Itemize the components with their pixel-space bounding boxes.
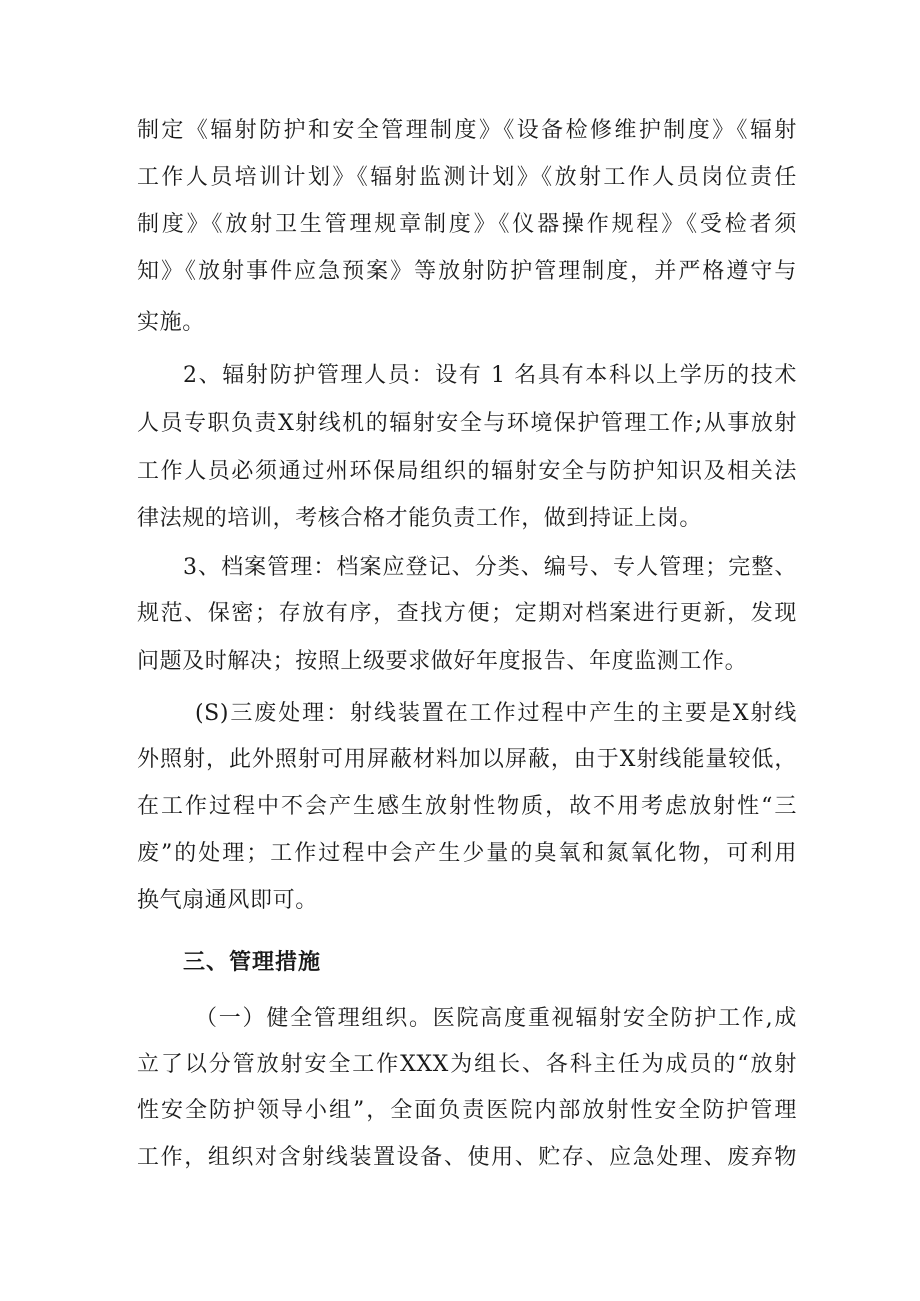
- para4-line-3: 在工作过程中不会产生感生放射性物质，故不用考虑放射性“三: [137, 794, 797, 819]
- para1-line-1: 制定《辐射防护和安全管理制度》《设备检修维护制度》《辐射: [137, 118, 797, 143]
- para2-line-4: 律法规的培训，考核合格才能负责工作，做到持证上岗。: [137, 506, 703, 531]
- para5-line-1: （一）健全管理组织。医院高度重视辐射安全防护工作,成: [195, 1006, 797, 1031]
- para1-line-5: 实施。: [137, 310, 205, 335]
- para1-line-2: 工作人员培训计划》《辐射监测计划》《放射工作人员岗位责任: [137, 165, 797, 190]
- para5-line-4: 工作，组织对含射线装置设备、使用、贮存、应急处理、废弃物: [137, 1145, 797, 1170]
- para3-line-3: 问题及时解决；按照上级要求做好年度报告、年度监测工作。: [137, 649, 748, 674]
- para2-line-3: 工作人员必须通过州环保局组织的辐射安全与防护知识及相关法: [137, 459, 797, 484]
- para1-line-3: 制度》《放射卫生管理规章制度》《仪器操作规程》《受检者须: [137, 212, 797, 237]
- para4-line-1: (S)三废处理：射线装置在工作过程中产生的主要是X射线: [195, 701, 797, 726]
- para5-line-3: 性安全防护领导小组”，全面负责医院内部放射性安全防护管理: [137, 1098, 797, 1123]
- section-heading: 三、管理措施: [183, 950, 322, 975]
- para4-line-2: 外照射，此外照射可用屏蔽材料加以屏蔽，由于X射线能量较低，: [137, 747, 797, 772]
- para1-line-4: 知》《放射事件应急预案》等放射防护管理制度，并严格遵守与: [137, 259, 797, 284]
- para2-line-2: 人员专职负责X射线机的辐射安全与环境保护管理工作;从事放射: [137, 411, 797, 436]
- para2-line-1: 2、辐射防护管理人员：设有 1 名具有本科以上学历的技术: [183, 363, 797, 388]
- para3-line-2: 规范、保密；存放有序，查找方便；定期对档案进行更新，发现: [137, 601, 797, 626]
- para4-line-5: 换气扇通风即可。: [137, 888, 318, 913]
- para5-line-2: 立了以分管放射安全工作XXX为组长、各科主任为成员的“放射: [137, 1052, 797, 1077]
- para3-line-1: 3、档案管理：档案应登记、分类、编号、专人管理；完整、: [183, 555, 797, 580]
- para4-line-4: 废”的处理；工作过程中会产生少量的臭氧和氮氧化物，可利用: [137, 841, 797, 866]
